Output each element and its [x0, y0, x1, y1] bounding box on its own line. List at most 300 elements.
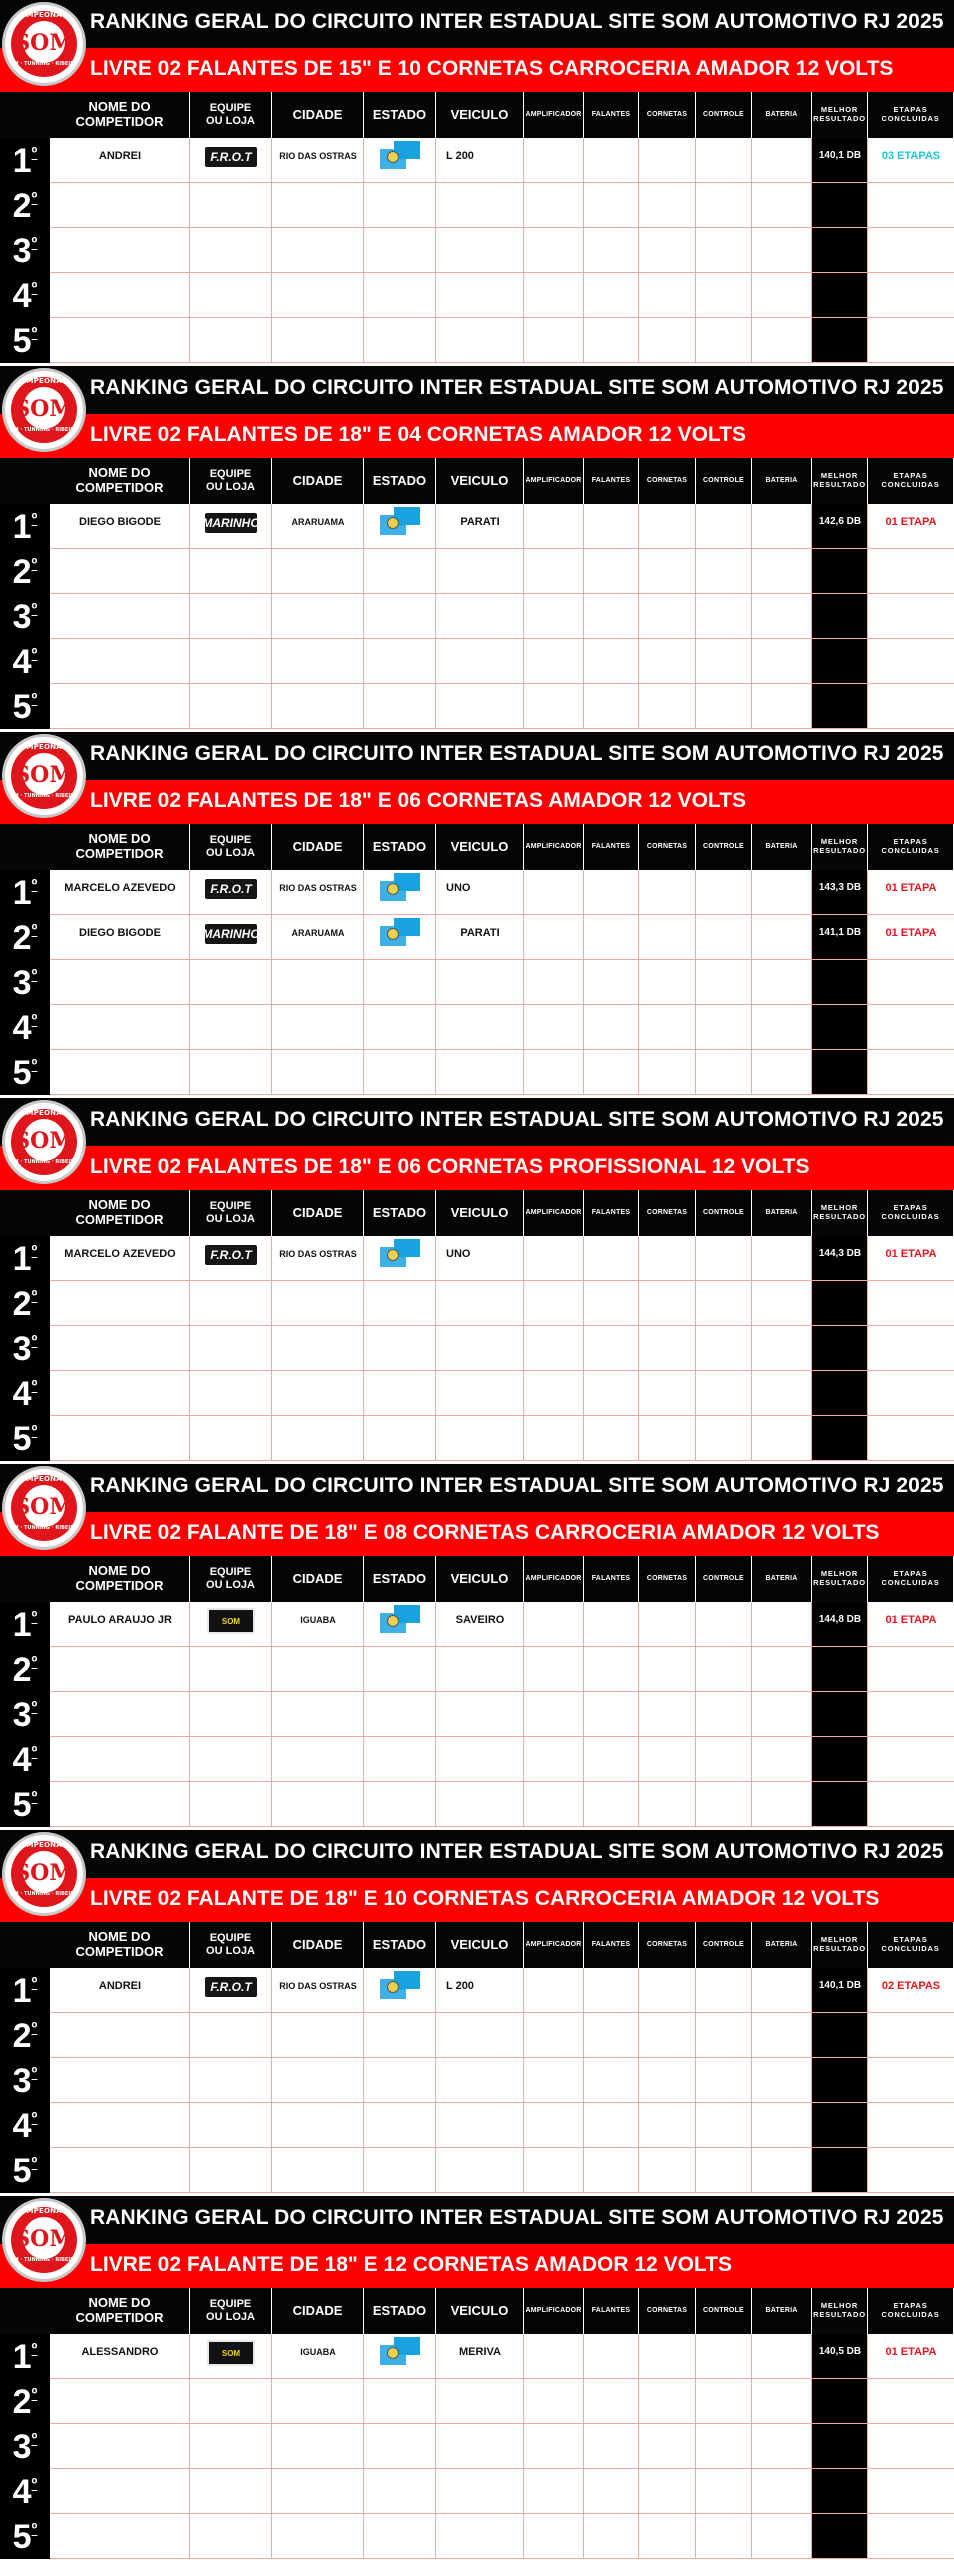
rank-ordinal: º [31, 1288, 38, 1305]
rank-label [0, 1974, 50, 2013]
grid-hline [50, 1280, 954, 1281]
rank-number: 4 [12, 2107, 32, 2145]
flag-emblem [387, 2347, 399, 2359]
grid-hline [50, 1736, 954, 1737]
header-rank [0, 92, 50, 138]
vehicle: L 200 [446, 1980, 474, 1992]
rank-label [0, 1287, 50, 1326]
competitor-name: MARCELO AZEVEDO [64, 882, 176, 894]
rj-flag-icon [380, 507, 422, 537]
grid-vline [523, 138, 524, 363]
ranking-table [0, 2288, 954, 2559]
rank-label [0, 510, 50, 549]
logo-text-bottom: SOM · TUNNING · RIBEIRÃO [5, 61, 83, 67]
rank-number: 1 [12, 142, 32, 180]
city: RIO DAS OSTRAS [279, 883, 357, 893]
stages-completed: 01 ETAPA [885, 2346, 937, 2358]
header-horns: CORNETAS [639, 458, 695, 504]
header-speakers: FALANTES [584, 1190, 638, 1236]
rank-ordinal: º [31, 280, 38, 297]
header-battery: BATERIA [752, 824, 811, 870]
rank-ordinal: º [31, 601, 38, 618]
grid-hline [50, 1094, 954, 1095]
grid-hline [50, 914, 954, 915]
ranking-section [0, 2196, 954, 2560]
rank-ordinal: º [31, 1057, 38, 1074]
best-result: 144,3 DB [818, 1248, 862, 1259]
best-result-column [812, 1236, 868, 1461]
flag-emblem [387, 1615, 399, 1627]
grid-vline [583, 504, 584, 729]
rank-ordinal: º [31, 2341, 38, 2358]
header-battery: BATERIA [752, 2288, 811, 2334]
championship-logo [2, 2, 86, 86]
grid-vline [811, 1602, 812, 1827]
grid-vline [583, 1236, 584, 1461]
rank-number: 5 [12, 1420, 32, 1458]
header-best: MELHOR RESULTADO [812, 1190, 867, 1236]
ranking-table [0, 1922, 954, 2193]
grid-vline [695, 504, 696, 729]
rank-number: 2 [12, 1285, 32, 1323]
grid-vline [811, 2334, 812, 2559]
rank-number: 5 [12, 1054, 32, 1092]
grid-vline [695, 1968, 696, 2193]
rank-ordinal: º [31, 511, 38, 528]
grid-vline [363, 1602, 364, 1827]
best-result-column [812, 138, 868, 363]
rank-ordinal: º [31, 145, 38, 162]
rank-ordinal: º [31, 2065, 38, 2082]
rank-label [0, 1788, 50, 1827]
title-bar [0, 1098, 954, 1146]
best-result-column [812, 870, 868, 1095]
rank-number: 2 [12, 919, 32, 957]
grid-vline [363, 870, 364, 1095]
best-result: 143,3 DB [818, 882, 862, 893]
grid-vline [811, 138, 812, 363]
header-battery: BATERIA [752, 1190, 811, 1236]
grid-hline [50, 1049, 954, 1050]
rj-flag-icon [380, 1239, 422, 1269]
header-stages: ETAPAS CONCLUIDAS [868, 1190, 953, 1236]
rank-ordinal: º [31, 691, 38, 708]
competitor-name: MARCELO AZEVEDO [64, 1248, 176, 1260]
grid-vline [523, 1602, 524, 1827]
page-title: RANKING GERAL DO CIRCUITO INTER ESTADUAL SITE SOM AUTOMOTIVO RJ 2025 [90, 742, 944, 765]
ranking-section [0, 366, 954, 732]
ranking-section [0, 1098, 954, 1464]
category-title: LIVRE 02 FALANTES DE 18" E 04 CORNETAS AMADOR 12 VOLTS [90, 423, 747, 446]
rank-label [0, 2019, 50, 2058]
grid-vline [271, 2334, 272, 2559]
header-vehicle: VEICULO [436, 1190, 523, 1236]
category-title: LIVRE 02 FALANTE DE 18" E 08 CORNETAS CARROCERIA AMADOR 12 VOLTS [90, 1521, 880, 1544]
rank-label [0, 2340, 50, 2379]
rank-label [0, 921, 50, 960]
competitor-name: DIEGO BIGODE [79, 927, 161, 939]
grid-hline [50, 1415, 954, 1416]
grid-vline [867, 2334, 868, 2559]
header-control: CONTROLE [696, 458, 751, 504]
rank-label [0, 324, 50, 363]
best-result: 144,8 DB [818, 1614, 862, 1625]
grid-vline [363, 2334, 364, 2559]
rank-label [0, 1653, 50, 1692]
grid-vline [638, 504, 639, 729]
city: RIO DAS OSTRAS [279, 1981, 357, 1991]
page-title: RANKING GERAL DO CIRCUITO INTER ESTADUAL SITE SOM AUTOMOTIVO RJ 2025 [90, 1474, 944, 1497]
grid-vline [363, 504, 364, 729]
logo-text-bottom: SOM · TUNNING · RIBEIRÃO [5, 1525, 83, 1531]
category-bar [0, 1512, 954, 1556]
rank-number: 4 [12, 1009, 32, 1047]
rank-number: 2 [12, 187, 32, 225]
logo-text-mid: SOM [14, 1494, 74, 1520]
header-best: MELHOR RESULTADO [812, 458, 867, 504]
header-amp: AMPLIFICADOR [524, 1922, 583, 1968]
rank-ordinal: º [31, 922, 38, 939]
category-bar [0, 414, 954, 458]
rank-ordinal: º [31, 1378, 38, 1395]
grid-vline [638, 1968, 639, 2193]
header-best: MELHOR RESULTADO [812, 92, 867, 138]
flag-emblem [387, 928, 399, 940]
header-vehicle: VEICULO [436, 92, 523, 138]
rank-number: 3 [12, 598, 32, 636]
vehicle: UNO [446, 1248, 471, 1260]
championship-logo [2, 1100, 86, 1184]
header-rank [0, 824, 50, 870]
grid-vline [867, 1236, 868, 1461]
grid-vline [363, 138, 364, 363]
grid-vline [695, 2334, 696, 2559]
rank-number: 4 [12, 1741, 32, 1779]
category-title: LIVRE 02 FALANTE DE 18" E 10 CORNETAS CARROCERIA AMADOR 12 VOLTS [90, 1887, 880, 1910]
championship-logo [2, 1832, 86, 1916]
grid-vline [363, 1236, 364, 1461]
competitor-name: DIEGO BIGODE [79, 516, 161, 528]
grid-vline [435, 504, 436, 729]
rank-ordinal: º [31, 967, 38, 984]
flag-emblem [387, 1981, 399, 1993]
title-bar [0, 2196, 954, 2244]
rank-number: 1 [12, 1606, 32, 1644]
ranking-section [0, 0, 954, 366]
header-speakers: FALANTES [584, 2288, 638, 2334]
ranking-table [0, 92, 954, 363]
header-speakers: FALANTES [584, 824, 638, 870]
grid-vline [523, 504, 524, 729]
header-team: EQUIPE OU LOJA [190, 2288, 271, 2334]
rank-ordinal: º [31, 877, 38, 894]
header-speakers: FALANTES [584, 1922, 638, 1968]
rank-label [0, 966, 50, 1005]
header-control: CONTROLE [696, 1190, 751, 1236]
grid-hline [50, 683, 954, 684]
category-bar [0, 780, 954, 824]
city: RIO DAS OSTRAS [279, 1249, 357, 1259]
city: ARARUAMA [291, 517, 345, 527]
championship-logo [2, 1466, 86, 1550]
grid-hline [50, 272, 954, 273]
rank-number: 4 [12, 277, 32, 315]
rank-number: 2 [12, 2383, 32, 2421]
team-logo: F.R.O.T [205, 879, 257, 899]
header-stages: ETAPAS CONCLUIDAS [868, 2288, 953, 2334]
header-vehicle: VEICULO [436, 458, 523, 504]
rank-ordinal: º [31, 2521, 38, 2538]
rank-number: 2 [12, 2017, 32, 2055]
rank-label [0, 144, 50, 183]
rank-number: 2 [12, 553, 32, 591]
rank-ordinal: º [31, 1699, 38, 1716]
logo-text-bottom: SOM · TUNNING · RIBEIRÃO [5, 2257, 83, 2263]
rj-flag-icon [380, 873, 422, 903]
grid-vline [271, 504, 272, 729]
grid-hline [50, 2147, 954, 2148]
best-result: 140,1 DB [818, 1980, 862, 1991]
grid-vline [523, 1968, 524, 2193]
rank-label [0, 2109, 50, 2148]
best-result-column [812, 1602, 868, 1827]
rank-ordinal: º [31, 325, 38, 342]
header-control: CONTROLE [696, 1556, 751, 1602]
grid-vline [867, 504, 868, 729]
rank-number: 5 [12, 2152, 32, 2190]
logo-text-bottom: SOM · TUNNING · RIBEIRÃO [5, 427, 83, 433]
grid-vline [189, 1968, 190, 2193]
grid-vline [867, 138, 868, 363]
grid-hline [50, 317, 954, 318]
team-logo: F.R.O.T [205, 1977, 257, 1997]
header-team: EQUIPE OU LOJA [190, 824, 271, 870]
header-competitor: NOME DO COMPETIDOR [50, 824, 189, 870]
rank-label [0, 555, 50, 594]
grid-vline [271, 870, 272, 1095]
vehicle: L 200 [446, 150, 474, 162]
rank-number: 1 [12, 1972, 32, 2010]
rank-ordinal: º [31, 1975, 38, 1992]
header-amp: AMPLIFICADOR [524, 92, 583, 138]
grid-hline [50, 728, 954, 729]
team-logo: F.R.O.T [205, 147, 257, 167]
rank-label [0, 2385, 50, 2424]
rank-number: 5 [12, 688, 32, 726]
header-amp: AMPLIFICADOR [524, 1556, 583, 1602]
header-rank [0, 1556, 50, 1602]
grid-vline [583, 1968, 584, 2193]
header-control: CONTROLE [696, 1922, 751, 1968]
rank-ordinal: º [31, 190, 38, 207]
logo-text-mid: SOM [14, 2226, 74, 2252]
rank-number: 2 [12, 1651, 32, 1689]
header-rank [0, 2288, 50, 2334]
city: ARARUAMA [291, 928, 345, 938]
rank-number: 3 [12, 232, 32, 270]
grid-vline [638, 1602, 639, 1827]
rj-flag-icon [380, 1971, 422, 2001]
rank-ordinal: º [31, 2386, 38, 2403]
rank-ordinal: º [31, 2476, 38, 2493]
grid-vline [695, 1236, 696, 1461]
grid-hline [50, 2192, 954, 2193]
grid-vline [189, 138, 190, 363]
rank-ordinal: º [31, 2431, 38, 2448]
grid-hline [50, 1691, 954, 1692]
header-amp: AMPLIFICADOR [524, 824, 583, 870]
header-horns: CORNETAS [639, 92, 695, 138]
logo-text-mid: SOM [14, 396, 74, 422]
header-speakers: FALANTES [584, 92, 638, 138]
grid-hline [50, 1370, 954, 1371]
header-horns: CORNETAS [639, 1556, 695, 1602]
grid-vline [363, 1968, 364, 2193]
logo-text-mid: SOM [14, 1860, 74, 1886]
grid-vline [189, 504, 190, 729]
ranking-table [0, 458, 954, 729]
header-state: ESTADO [364, 1922, 435, 1968]
rank-ordinal: º [31, 1654, 38, 1671]
rank-ordinal: º [31, 2020, 38, 2037]
header-city: CIDADE [272, 1190, 363, 1236]
grid-vline [189, 1602, 190, 1827]
header-battery: BATERIA [752, 1922, 811, 1968]
header-battery: BATERIA [752, 92, 811, 138]
header-horns: CORNETAS [639, 2288, 695, 2334]
rank-label [0, 1608, 50, 1647]
header-control: CONTROLE [696, 92, 751, 138]
vehicle: PARATI [460, 927, 500, 939]
competitor-name: ANDREI [98, 150, 142, 162]
rank-ordinal: º [31, 235, 38, 252]
category-bar [0, 48, 954, 92]
header-battery: BATERIA [752, 458, 811, 504]
header-competitor: NOME DO COMPETIDOR [50, 1190, 189, 1236]
championship-logo [2, 2198, 86, 2282]
grid-vline [638, 2334, 639, 2559]
category-title: LIVRE 02 FALANTES DE 15" E 10 CORNETAS CARROCERIA AMADOR 12 VOLTS [90, 57, 894, 80]
category-bar [0, 1878, 954, 1922]
stages-completed: 01 ETAPA [885, 1614, 937, 1626]
team-logo: SOM [207, 1608, 255, 1634]
grid-vline [867, 1968, 868, 2193]
grid-vline [583, 1602, 584, 1827]
category-title: LIVRE 02 FALANTES DE 18" E 06 CORNETAS AMADOR 12 VOLTS [90, 789, 747, 812]
header-state: ESTADO [364, 458, 435, 504]
team-logo: MARINHO [205, 513, 257, 533]
grid-vline [523, 1236, 524, 1461]
header-state: ESTADO [364, 2288, 435, 2334]
logo-text-top: CAMPEONATO [15, 1109, 73, 1117]
grid-vline [189, 870, 190, 1095]
rank-label [0, 645, 50, 684]
logo-text-top: CAMPEONATO [15, 11, 73, 19]
header-team: EQUIPE OU LOJA [190, 92, 271, 138]
header-stages: ETAPAS CONCLUIDAS [868, 458, 953, 504]
city: IGUABA [300, 2347, 336, 2357]
rank-number: 4 [12, 1375, 32, 1413]
rj-flag-icon [380, 141, 422, 171]
logo-text-mid: SOM [14, 1128, 74, 1154]
grid-vline [638, 870, 639, 1095]
grid-vline [189, 2334, 190, 2559]
header-city: CIDADE [272, 92, 363, 138]
rank-ordinal: º [31, 2110, 38, 2127]
grid-vline [435, 138, 436, 363]
header-stages: ETAPAS CONCLUIDAS [868, 824, 953, 870]
header-team: EQUIPE OU LOJA [190, 1922, 271, 1968]
best-result-column [812, 1968, 868, 2193]
header-team: EQUIPE OU LOJA [190, 458, 271, 504]
page-title: RANKING GERAL DO CIRCUITO INTER ESTADUAL SITE SOM AUTOMOTIVO RJ 2025 [90, 1108, 944, 1131]
grid-hline [50, 182, 954, 183]
rank-number: 3 [12, 2428, 32, 2466]
logo-text-mid: SOM [14, 30, 74, 56]
grid-vline [751, 1968, 752, 2193]
flag-emblem [387, 517, 399, 529]
rank-label [0, 1332, 50, 1371]
header-stages: ETAPAS CONCLUIDAS [868, 1922, 953, 1968]
rank-label [0, 1698, 50, 1737]
rank-number: 1 [12, 1240, 32, 1278]
logo-text-top: CAMPEONATO [15, 2207, 73, 2215]
rank-label [0, 2064, 50, 2103]
rank-label [0, 1743, 50, 1782]
header-best: MELHOR RESULTADO [812, 1556, 867, 1602]
header-amp: AMPLIFICADOR [524, 458, 583, 504]
stages-completed: 01 ETAPA [885, 927, 937, 939]
rank-ordinal: º [31, 646, 38, 663]
grid-vline [435, 2334, 436, 2559]
city: RIO DAS OSTRAS [279, 151, 357, 161]
header-vehicle: VEICULO [436, 1556, 523, 1602]
stages-completed: 01 ETAPA [885, 516, 937, 528]
city: IGUABA [300, 1615, 336, 1625]
grid-vline [435, 1602, 436, 1827]
rank-label [0, 234, 50, 273]
header-competitor: NOME DO COMPETIDOR [50, 2288, 189, 2334]
rank-number: 1 [12, 2338, 32, 2376]
logo-text-bottom: SOM · TUNNING · RIBEIRÃO [5, 1891, 83, 1897]
grid-vline [811, 1968, 812, 2193]
grid-vline [271, 138, 272, 363]
title-bar [0, 0, 954, 48]
header-state: ESTADO [364, 824, 435, 870]
grid-vline [583, 870, 584, 1095]
logo-text-top: CAMPEONATO [15, 377, 73, 385]
rank-ordinal: º [31, 1609, 38, 1626]
rj-flag-icon [380, 918, 422, 948]
grid-vline [271, 1968, 272, 2193]
header-team: EQUIPE OU LOJA [190, 1556, 271, 1602]
header-best: MELHOR RESULTADO [812, 2288, 867, 2334]
header-stages: ETAPAS CONCLUIDAS [868, 1556, 953, 1602]
grid-hline [50, 1325, 954, 1326]
grid-vline [435, 1968, 436, 2193]
grid-vline [811, 870, 812, 1095]
grid-vline [583, 2334, 584, 2559]
grid-vline [867, 1602, 868, 1827]
rank-number: 5 [12, 322, 32, 360]
rank-label [0, 2520, 50, 2559]
rank-label [0, 1011, 50, 1050]
stages-completed: 02 ETAPAS [881, 1980, 941, 1992]
grid-vline [271, 1236, 272, 1461]
rank-ordinal: º [31, 1012, 38, 1029]
competitor-name: ANDREI [98, 1980, 142, 1992]
ranking-table [0, 1556, 954, 1827]
